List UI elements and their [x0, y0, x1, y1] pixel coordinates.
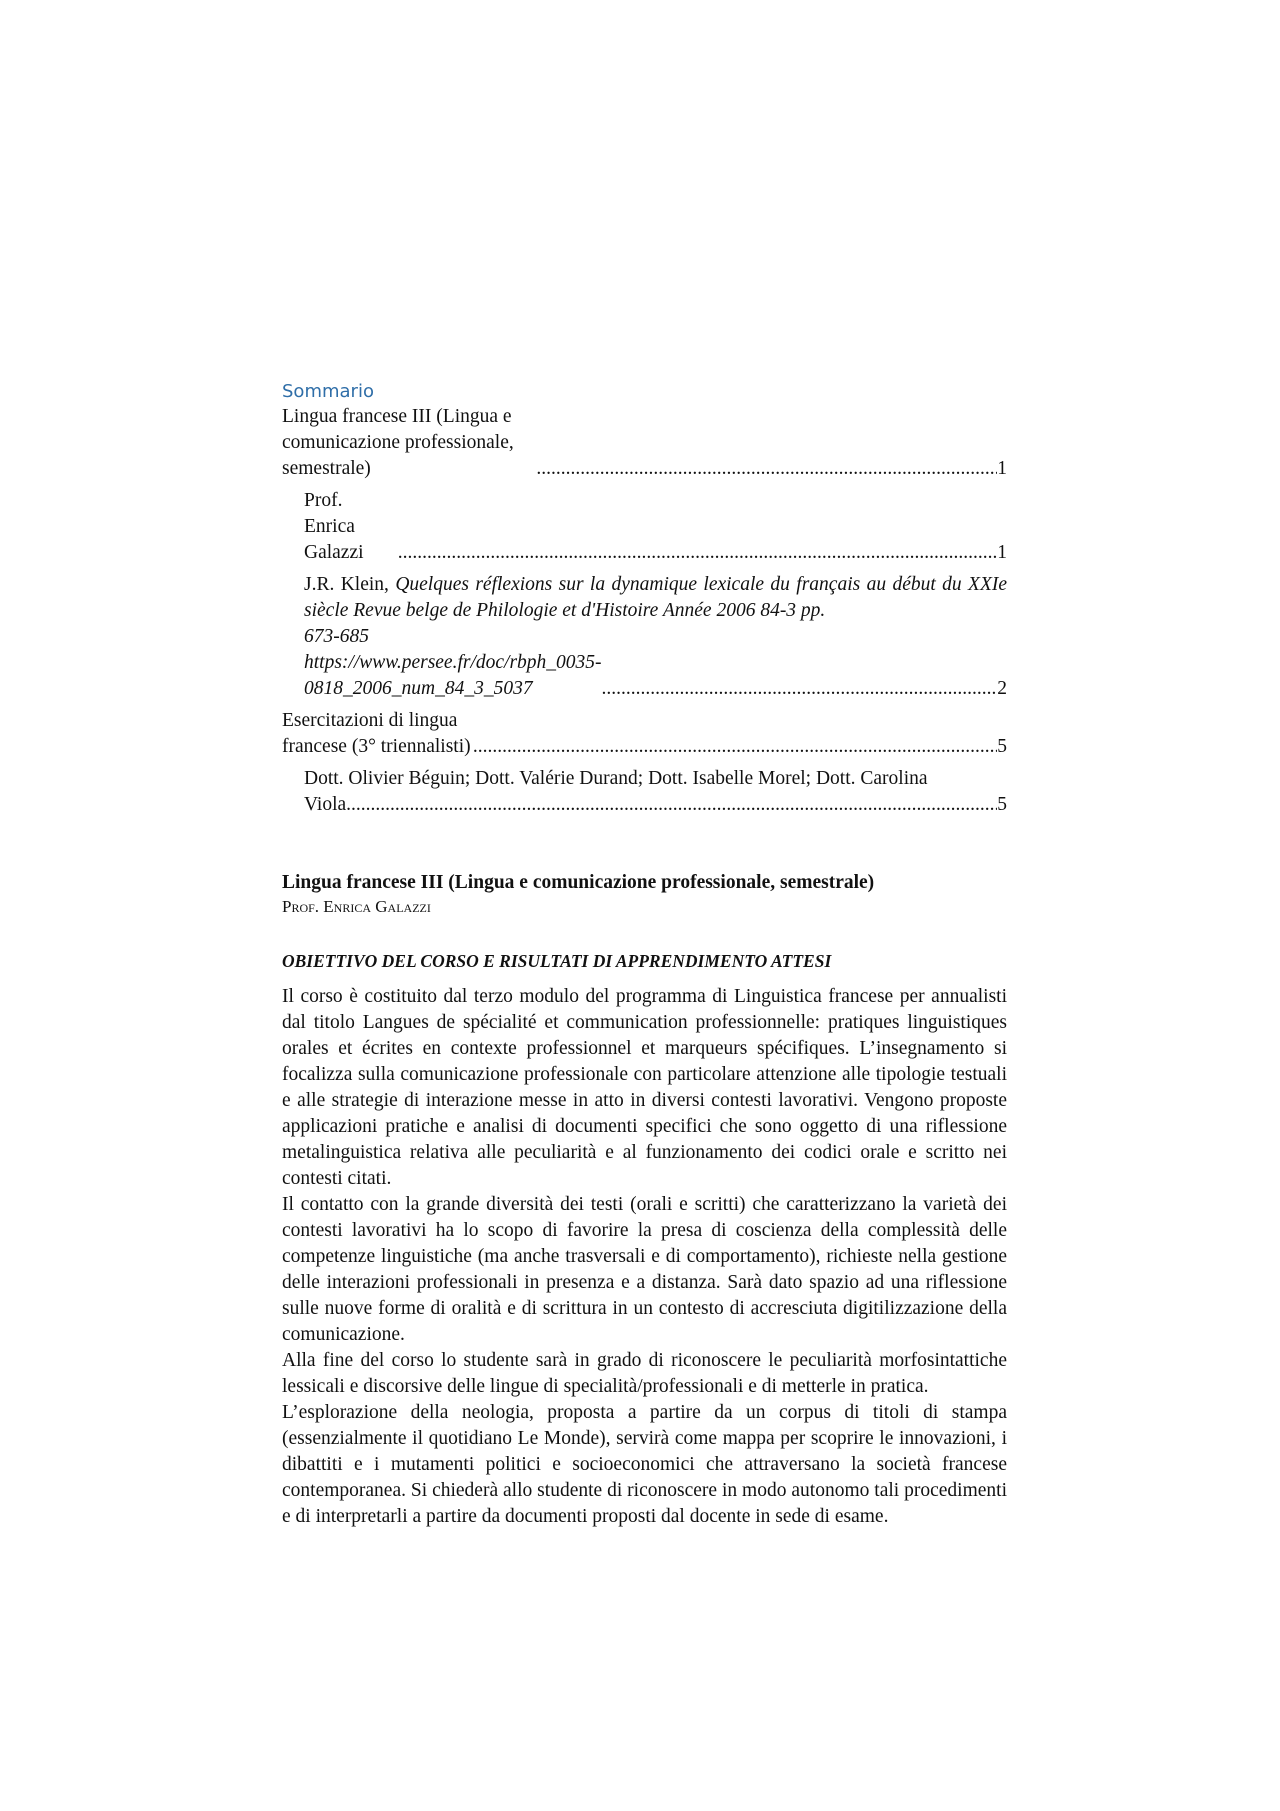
body-paragraph: Il contatto con la grande diversità dei testi (orali e scritti) che caratterizzano la varietà dei contesti lavorativi ha lo scopo di favorire la presa di coscienza della complessità delle competenze linguistiche (ma anche trasversali e di comportamento), richieste nella gestione delle interazioni professionali in presenza e a distanza. Sarà dato spazio ad una riflessione sulle nuove forme di oralità e di scrittura in un contesto di accresciuta digitilizzazione della comunicazione. [282, 1194, 1007, 1345]
toc-leader-dots [473, 734, 997, 760]
toc-entry-exercises[interactable] [282, 708, 1007, 760]
toc-entry-page: 2 [997, 678, 1007, 699]
toc-leader-dots [536, 456, 997, 482]
toc-entry-text: J.R. Klein, [304, 574, 396, 595]
toc-entry-page: 5 [997, 794, 1007, 815]
body-paragraph: L’esplorazione della neologia, proposta a partire da un corpus di titoli di stampa (essenzialmente il quotidiano Le Monde), servirà come mappa per scoprire le innovazioni, i dibattiti e i mutamenti politici e socioeconomici che attraversano la società francese contemporanea. Si chiederà allo studente di riconoscere in modo autonomo tali procedimenti e di interpretarli a partire da documenti proposti dal docente in sede di esame. [282, 1402, 1007, 1527]
toc-entry-reference[interactable] [282, 572, 1007, 702]
body-paragraph: Il corso è costituito dal terzo modulo del programma di Linguistica francese per annualisti dal titolo Langues de spécialité et communication professionnelle: pratiques linguistiques orales et écrites en contexte professionnel et marqueurs spécifiques. L’insegnamento si focalizza sulla comunicazione professionale con particolare attenzione alle tipologie testuali e alle strategie di interazione messe in atto in diversi contesti lavorativi. Vengono proposte applicazioni pratiche e analisi di documenti specifici che sono oggetto di una riflessione metalinguistica relativa alle peculiarità e al funzionamento dei codici orale e scritto nei contesti citati. [282, 986, 1007, 1189]
toc-entry-course[interactable] [282, 404, 1007, 482]
course-title: Lingua francese III (Lingua e comunicazione professionale, semestrale) [282, 872, 875, 893]
course-professor: Prof. Enrica Galazzi [282, 897, 431, 916]
toc-entry-text: Esercitazioni di lingua francese (3° triennalisti) [282, 710, 471, 757]
toc-entry-text: Dott. Olivier Béguin; Dott. Valérie Durand; Dott. Isabelle Morel; Dott. Carolina [304, 768, 928, 789]
toc-heading: Sommario [282, 381, 374, 402]
toc-leader-dots [398, 540, 997, 566]
toc-entry-instructors[interactable] [282, 766, 1007, 818]
document-content [282, 380, 1007, 1530]
toc-entry-text: Lingua francese III (Lingua e comunicazione professionale, semestrale) [282, 406, 514, 479]
toc-entry-text-italic: Quelques réflexions sur la dynamique lexicale du français au début du XXIe siècle Revue belge de Philologie et d'Histoire Année 2006 84-3 pp. [304, 574, 1007, 621]
toc-entry-text-line [304, 572, 1007, 624]
toc-entry-page: 1 [997, 542, 1007, 563]
objective-heading: OBIETTIVO DEL CORSO E RISULTATI DI APPRENDIMENTO ATTESI [282, 951, 832, 971]
toc-leader-dots [346, 792, 997, 818]
toc-leader-dots [602, 676, 998, 702]
toc-entry-tail [304, 792, 1007, 818]
toc-entry-page: 1 [997, 458, 1007, 479]
toc-entry-text-italic: 673-685 https://www.persee.fr/doc/rbph_0035-0818_2006_num_84_3_5037 [304, 626, 602, 699]
body-paragraph: Alla fine del corso lo studente sarà in grado di riconoscere le peculiarità morfosintattiche lessicali e discorsive delle lingue di specialità/professionali e di metterle in pratica. [282, 1350, 1007, 1397]
toc-entry-text: Prof. Enrica Galazzi [304, 490, 364, 563]
toc-entry-page: 5 [997, 736, 1007, 757]
toc-entry-tail [304, 624, 1007, 702]
toc-entry-professor[interactable] [282, 488, 1007, 566]
toc-entry-text: Viola [304, 794, 347, 815]
